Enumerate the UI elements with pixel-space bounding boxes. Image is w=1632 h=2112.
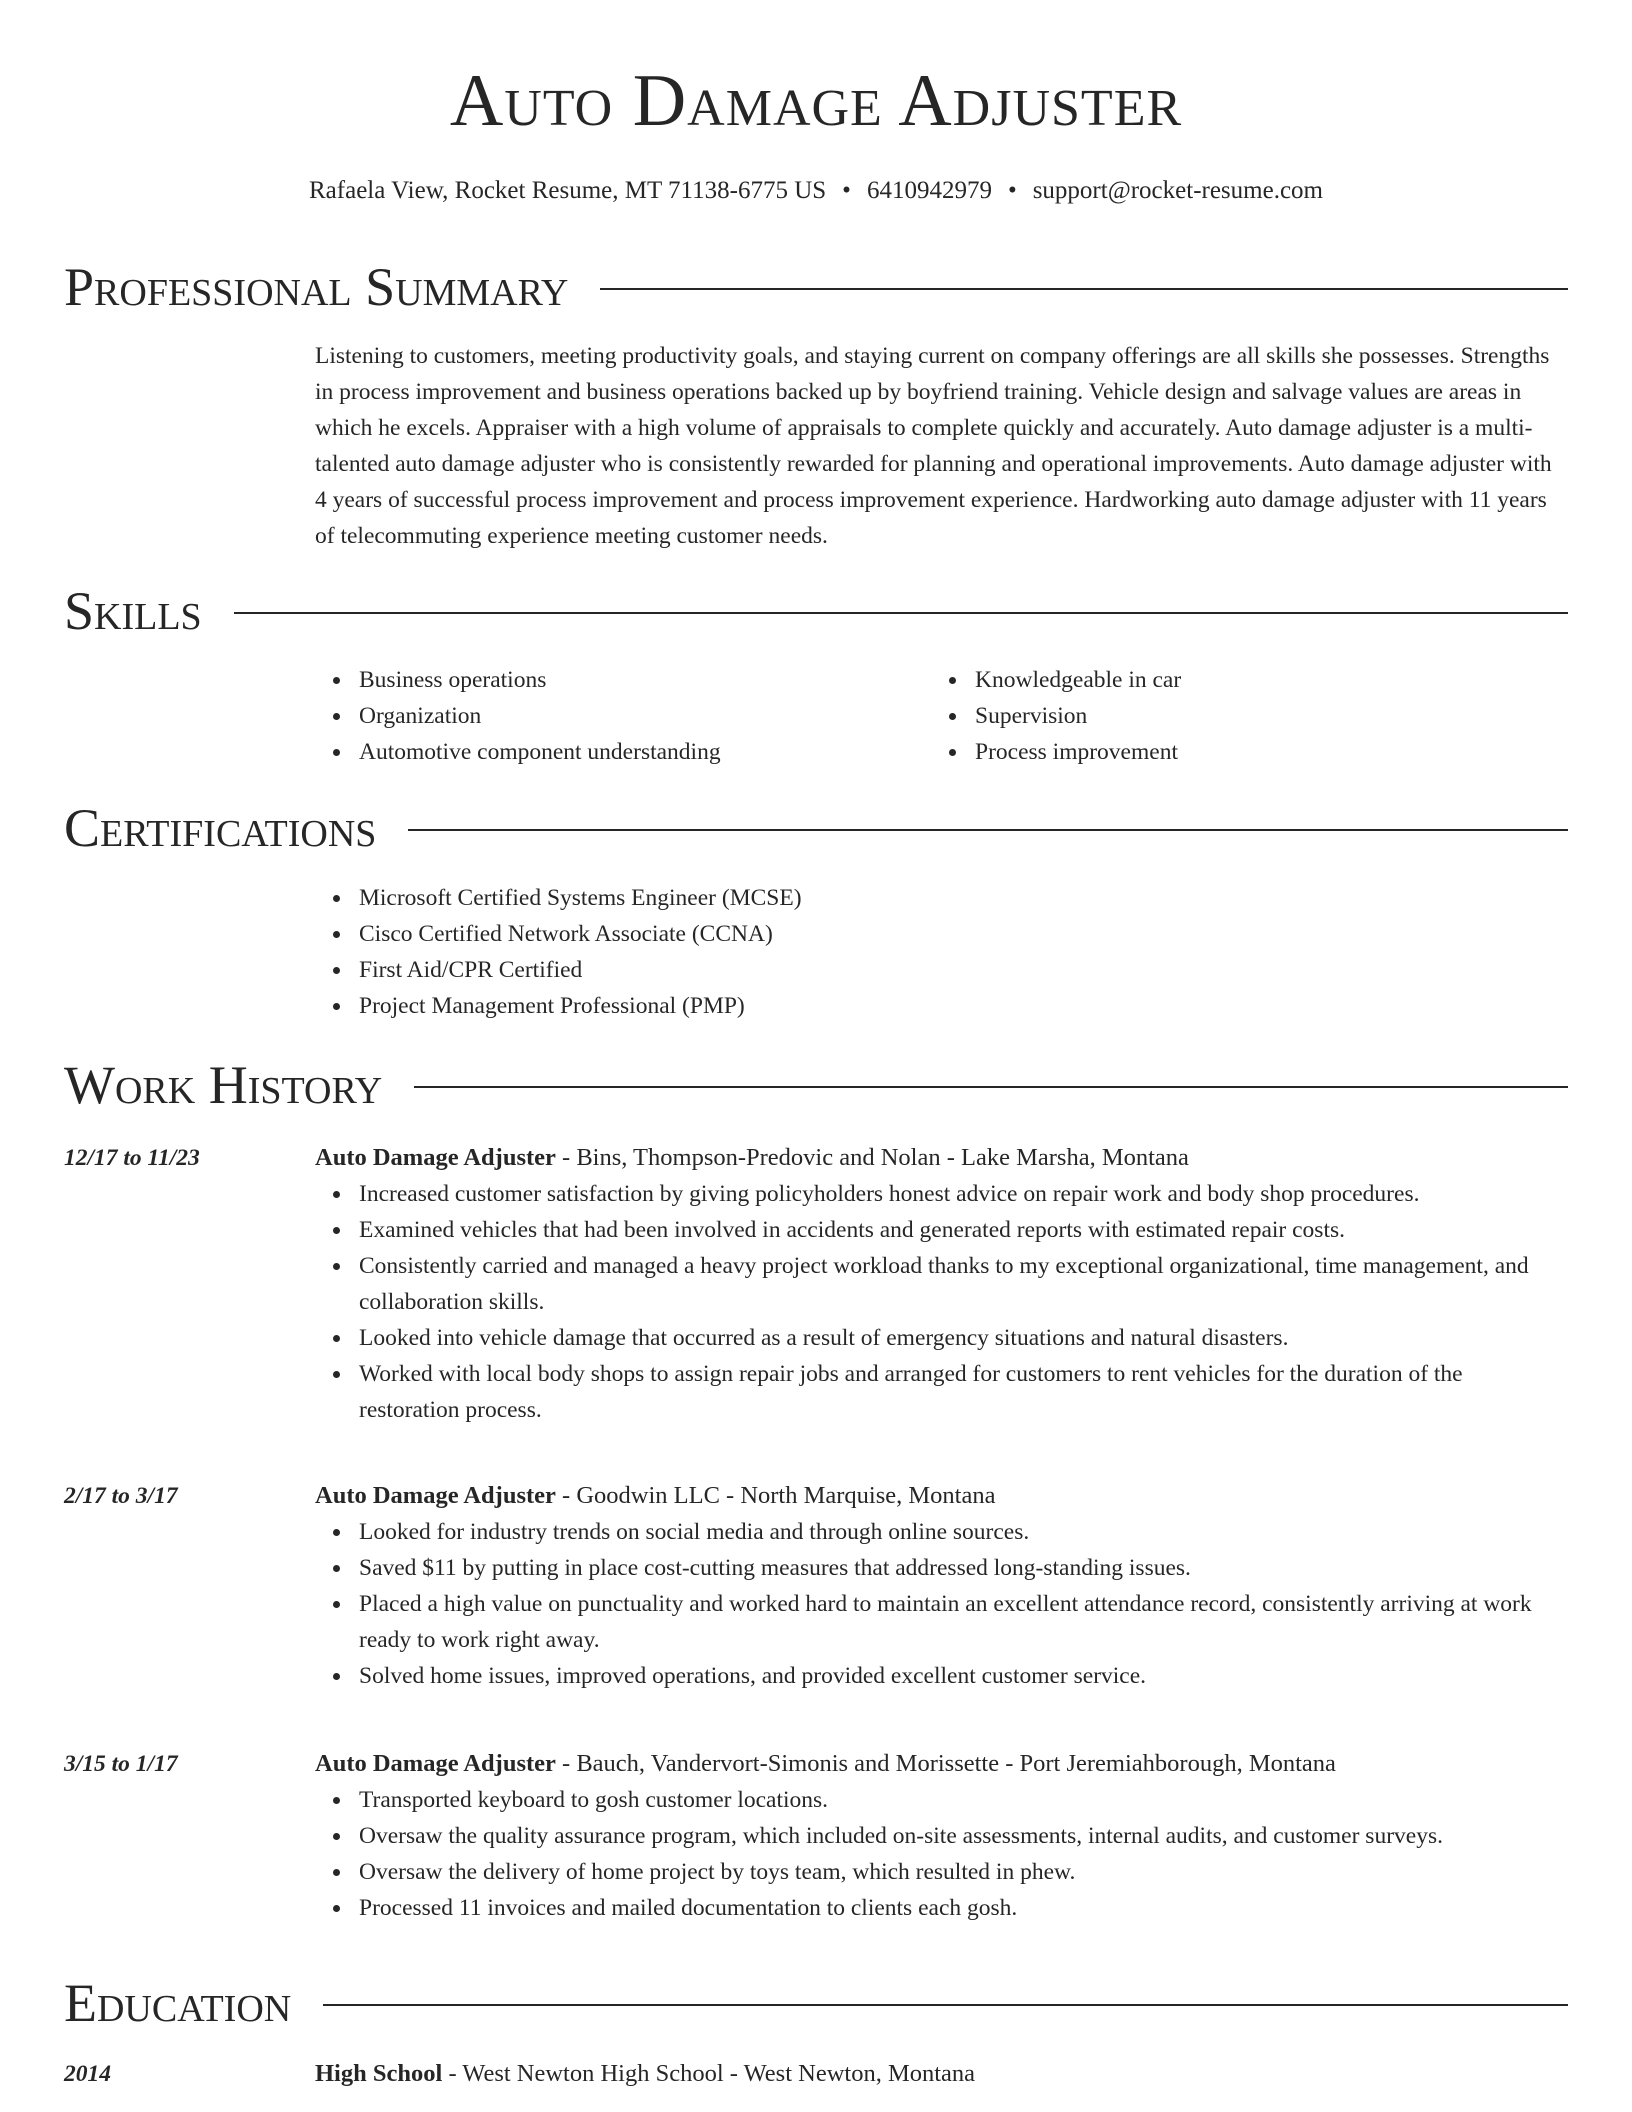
certification-item: Project Management Professional (PMP): [359, 988, 1568, 1024]
section-divider: [234, 612, 1568, 614]
job-entry: [315, 1746, 1568, 1926]
candidate-name: Auto Damage Adjuster: [449, 60, 1183, 142]
education-degree: High School: [315, 2060, 443, 2087]
job-duty-item: Examined vehicles that had been involved in accidents and generated reports with estimated repair costs.: [359, 1212, 1568, 1248]
contact-phone: 6410942979: [866, 177, 992, 204]
skills-list-left: [315, 662, 931, 770]
certification-item: Microsoft Certified Systems Engineer (MCSE): [359, 880, 1568, 916]
section-divider: [600, 288, 1568, 290]
job-duty-item: Transported keyboard to gosh customer locations.: [359, 1782, 1568, 1818]
job-duty-item: Oversaw the quality assurance program, which included on-site assessments, internal audits, and customer surveys.: [359, 1818, 1568, 1854]
skill-item: Organization: [359, 698, 931, 734]
job-duty-item: Saved $11 by putting in place cost-cutting measures that addressed long-standing issues.: [359, 1550, 1568, 1586]
job-duty-item: Oversaw the delivery of home project by toys team, which resulted in phew.: [359, 1854, 1568, 1890]
skills-section-title: Skills: [64, 581, 202, 641]
job-duty-item: Increased customer satisfaction by giving policyholders honest advice on repair work and body shop procedures.: [359, 1176, 1568, 1212]
contact-separator: •: [842, 177, 851, 204]
section-divider: [323, 2004, 1568, 2006]
job-duty-item: Placed a high value on punctuality and worked hard to maintain an excellent attendance record, consistently arriving at work ready to work right away.: [359, 1586, 1568, 1658]
education-section-title: Education: [64, 1973, 292, 2033]
section-divider: [414, 1086, 1568, 1088]
education-entry: [315, 2056, 1568, 2092]
certifications-section-header: [64, 795, 1568, 861]
job-duty-item: Looked for industry trends on social media and through online sources.: [359, 1514, 1568, 1550]
certification-item: First Aid/CPR Certified: [359, 952, 1568, 988]
job-entry: [315, 1140, 1568, 1428]
contact-address: Rafaela View, Rocket Resume, MT 71138-6775 US: [309, 177, 827, 204]
job-title-line: [315, 1140, 1568, 1176]
contact-email: support@rocket-resume.com: [1032, 177, 1323, 204]
job-role: Auto Damage Adjuster: [315, 1482, 556, 1509]
skill-item: Process improvement: [975, 734, 1547, 770]
education-section-header: [64, 1970, 1568, 2036]
job-duty-item: Looked into vehicle damage that occurred as a result of emergency situations and natural disasters.: [359, 1320, 1568, 1356]
summary-body: [315, 338, 1568, 554]
job-title-line: [315, 1746, 1568, 1782]
job-dates: 3/15 to 1/17: [64, 1751, 178, 1777]
contact-line: [64, 174, 1568, 208]
job-duty-item: Solved home issues, improved operations, and provided excellent customer service.: [359, 1658, 1568, 1694]
education-line: [315, 2056, 1568, 2092]
summary-text: Listening to customers, meeting productivity goals, and staying current on company offerings are all skills she possesses. Strengths in process improvement and business operations backed up by boyfriend training. Vehicle design and salvage values are areas in which he excels. Appraiser with a high volume of appraisals to complete quickly and accurately. Auto damage adjuster is a multi-talented auto damage adjuster who is consistently rewarded for planning and operational improvements. Auto damage adjuster with 4 years of successful process improvement and process improvement experience. Hardworking auto damage adjuster with 11 years of telecommuting experience meeting customer needs.: [315, 343, 1552, 549]
job-title-line: [315, 1478, 1568, 1514]
skill-item: Automotive component understanding: [359, 734, 931, 770]
certifications-section-title: Certifications: [64, 798, 377, 858]
certification-item: Cisco Certified Network Associate (CCNA): [359, 916, 1568, 952]
job-dates: 12/17 to 11/23: [64, 1145, 200, 1171]
skills-body: [315, 662, 1568, 770]
certifications-body: [315, 880, 1568, 1024]
job-entry: [315, 1478, 1568, 1694]
job-dates: 2/17 to 3/17: [64, 1483, 178, 1509]
education-year: 2014: [64, 2061, 111, 2087]
job-duties-list: [315, 1514, 1568, 1694]
job-employer: - Goodwin LLC - North Marquise, Montana: [555, 1482, 996, 1509]
skill-item: Supervision: [975, 698, 1547, 734]
work-section-header: [64, 1052, 1568, 1118]
contact-separator: •: [1007, 177, 1017, 204]
job-employer: - Bauch, Vandervort-Simonis and Morissette - Port Jeremiahborough, Montana: [555, 1750, 1336, 1777]
skills-grid: [315, 662, 1568, 770]
job-duty-item: Processed 11 invoices and mailed documentation to clients each gosh.: [359, 1890, 1568, 1926]
summary-section-title: Professional Summary: [64, 257, 569, 317]
summary-section-header: [64, 254, 1568, 320]
job-duty-item: Consistently carried and managed a heavy project workload thanks to my exceptional organizational, time management, and collaboration skills.: [359, 1248, 1568, 1320]
job-duty-item: Worked with local body shops to assign repair jobs and arranged for customers to rent vehicles for the duration of the restoration process.: [359, 1356, 1568, 1428]
skills-column-right: [931, 662, 1547, 770]
skill-item: Business operations: [359, 662, 931, 698]
skills-list-right: [931, 662, 1547, 770]
skills-column-left: [315, 662, 931, 770]
section-divider: [408, 829, 1568, 831]
job-duties-list: [315, 1176, 1568, 1428]
education-school: - West Newton High School - West Newton, Montana: [442, 2060, 976, 2087]
job-role: Auto Damage Adjuster: [315, 1144, 556, 1171]
skills-section-header: [64, 578, 1568, 644]
job-employer: - Bins, Thompson-Predovic and Nolan - Lake Marsha, Montana: [555, 1144, 1189, 1171]
work-section-title: Work History: [64, 1055, 383, 1115]
job-duties-list: [315, 1782, 1568, 1926]
skill-item: Knowledgeable in car: [975, 662, 1547, 698]
certifications-list: [315, 880, 1568, 1024]
job-role: Auto Damage Adjuster: [315, 1750, 556, 1777]
